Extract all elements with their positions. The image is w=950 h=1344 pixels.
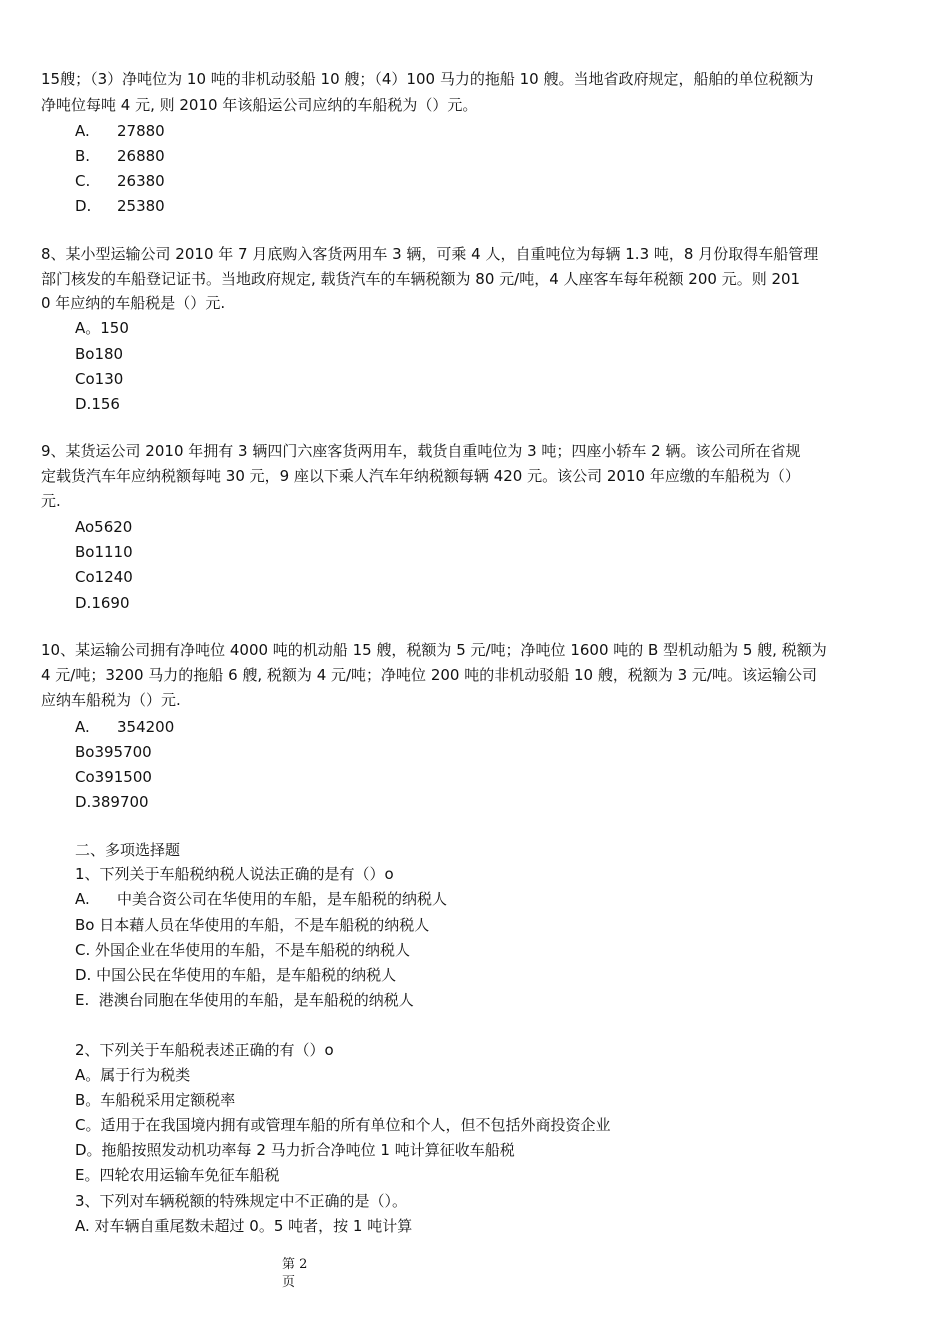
option-text: 354200 bbox=[117, 718, 175, 736]
q10-option-a bbox=[75, 717, 174, 737]
m3-question: 3、下列对车辆税额的特殊规定中不正确的是（）。 bbox=[75, 1192, 408, 1210]
q10-line-3: 应纳车船税为（）元. bbox=[41, 691, 181, 709]
option-text: 27880 bbox=[117, 122, 165, 140]
m2-option-c: C。适用于在我国境内拥有或管理车船的所有单位和个人，但不包括外商投资企业 bbox=[75, 1116, 611, 1134]
q7-option-a bbox=[75, 121, 165, 141]
q8-option-a: A。150 bbox=[75, 319, 129, 337]
m1-option-c: C. 外国企业在华使用的车船，不是车船税的纳税人 bbox=[75, 941, 411, 959]
option-text: 26380 bbox=[117, 172, 165, 190]
page-number-line-1: 第 2 bbox=[282, 1257, 308, 1272]
option-text: 中美合资公司在华使用的车船，是车船税的纳税人 bbox=[117, 890, 448, 908]
option-letter: A. bbox=[75, 122, 90, 140]
m2-option-d: D。拖船按照发动机功率每 2 马力折合净吨位 1 吨计算征收车船税 bbox=[75, 1141, 515, 1159]
q7-line-1: 15艘；（3）净吨位为 10 吨的非机动驳船 10 艘；（4）100 马力的拖船 10 艘。当地省政府规定，船舶的单位税额为 bbox=[41, 70, 814, 88]
m3-option-a: A. 对车辆自重尾数未超过 0。5 吨者，按 1 吨计算 bbox=[75, 1217, 413, 1235]
m2-option-e: E。四轮农用运输车免征车船税 bbox=[75, 1166, 280, 1184]
m1-option-d: D. 中国公民在华使用的车船，是车船税的纳税人 bbox=[75, 966, 397, 984]
q10-option-d: D.389700 bbox=[75, 793, 149, 811]
q8-option-c: Co130 bbox=[75, 370, 124, 388]
q8-option-d: D.156 bbox=[75, 395, 120, 413]
option-letter: D. bbox=[75, 197, 92, 215]
option-letter: A. bbox=[75, 890, 90, 908]
m2-option-a: A。属于行为税类 bbox=[75, 1066, 191, 1084]
q7-option-b bbox=[75, 146, 165, 166]
m2-question: 2、下列关于车船税表述正确的有（）o bbox=[75, 1041, 334, 1059]
q10-line-2: 4 元/吨；3200 马力的拖船 6 艘, 税额为 4 元/吨；净吨位 200 吨的非机动驳船 10 艘，税额为 3 元/吨。该运输公司 bbox=[41, 666, 817, 684]
option-text: 26880 bbox=[117, 147, 165, 165]
option-letter: C. bbox=[75, 172, 91, 190]
q9-option-d: D.1690 bbox=[75, 594, 130, 612]
q10-line-1: 10、某运输公司拥有净吨位 4000 吨的机动船 15 艘，税额为 5 元/吨；净吨位 1600 吨的 B 型机动船为 5 艘, 税额为 bbox=[41, 641, 827, 659]
q9-line-3: 元. bbox=[41, 492, 61, 510]
option-text: 25380 bbox=[117, 197, 165, 215]
q9-line-1: 9、某货运公司 2010 年拥有 3 辆四门六座客货两用车，载货自重吨位为 3 吨；四座小轿车 2 辆。该公司所在省规 bbox=[41, 442, 801, 460]
page-number-line-2: 页 bbox=[282, 1275, 296, 1290]
m1-option-e: E. 港澳台同胞在华使用的车船，是车船税的纳税人 bbox=[75, 991, 414, 1009]
m2-option-b: B。车船税采用定额税率 bbox=[75, 1091, 236, 1109]
q9-line-2: 定载货汽车年应纳税额每吨 30 元，9 座以下乘人汽车年纳税额每辆 420 元。该公司 2010 年应缴的车船税为（） bbox=[41, 467, 800, 485]
q8-line-1: 8、某小型运输公司 2010 年 7 月底购入客货两用车 3 辆，可乘 4 人，自重吨位为每辆 1.3 吨，8 月份取得车船管理 bbox=[41, 245, 819, 263]
q8-option-b: Bo180 bbox=[75, 345, 124, 363]
q7-option-c bbox=[75, 171, 165, 191]
q7-line-2: 净吨位每吨 4 元, 则 2010 年该船运公司应纳的车船税为（）元。 bbox=[41, 96, 478, 114]
m1-option-a bbox=[75, 889, 447, 909]
q10-option-b: Bo395700 bbox=[75, 743, 152, 761]
q8-line-3: 0 年应纳的车船税是（）元. bbox=[41, 294, 226, 312]
m1-question: 1、下列关于车船税纳税人说法正确的是有（）o bbox=[75, 865, 394, 883]
q9-option-c: Co1240 bbox=[75, 568, 133, 586]
q8-line-2: 部门核发的车船登记证书。当地政府规定, 载货汽车的车辆税额为 80 元/吨，4 人座客车每年税额 200 元。则 201 bbox=[41, 270, 801, 288]
section-heading: 二、多项选择题 bbox=[75, 841, 181, 859]
m1-option-b: Bo 日本藉人员在华使用的车船，不是车船税的纳税人 bbox=[75, 916, 430, 934]
option-letter: B. bbox=[75, 147, 91, 165]
q9-option-b: Bo1110 bbox=[75, 543, 133, 561]
q7-option-d bbox=[75, 196, 165, 216]
option-letter: A. bbox=[75, 718, 90, 736]
q9-option-a: Ao5620 bbox=[75, 518, 133, 536]
q10-option-c: Co391500 bbox=[75, 768, 152, 786]
